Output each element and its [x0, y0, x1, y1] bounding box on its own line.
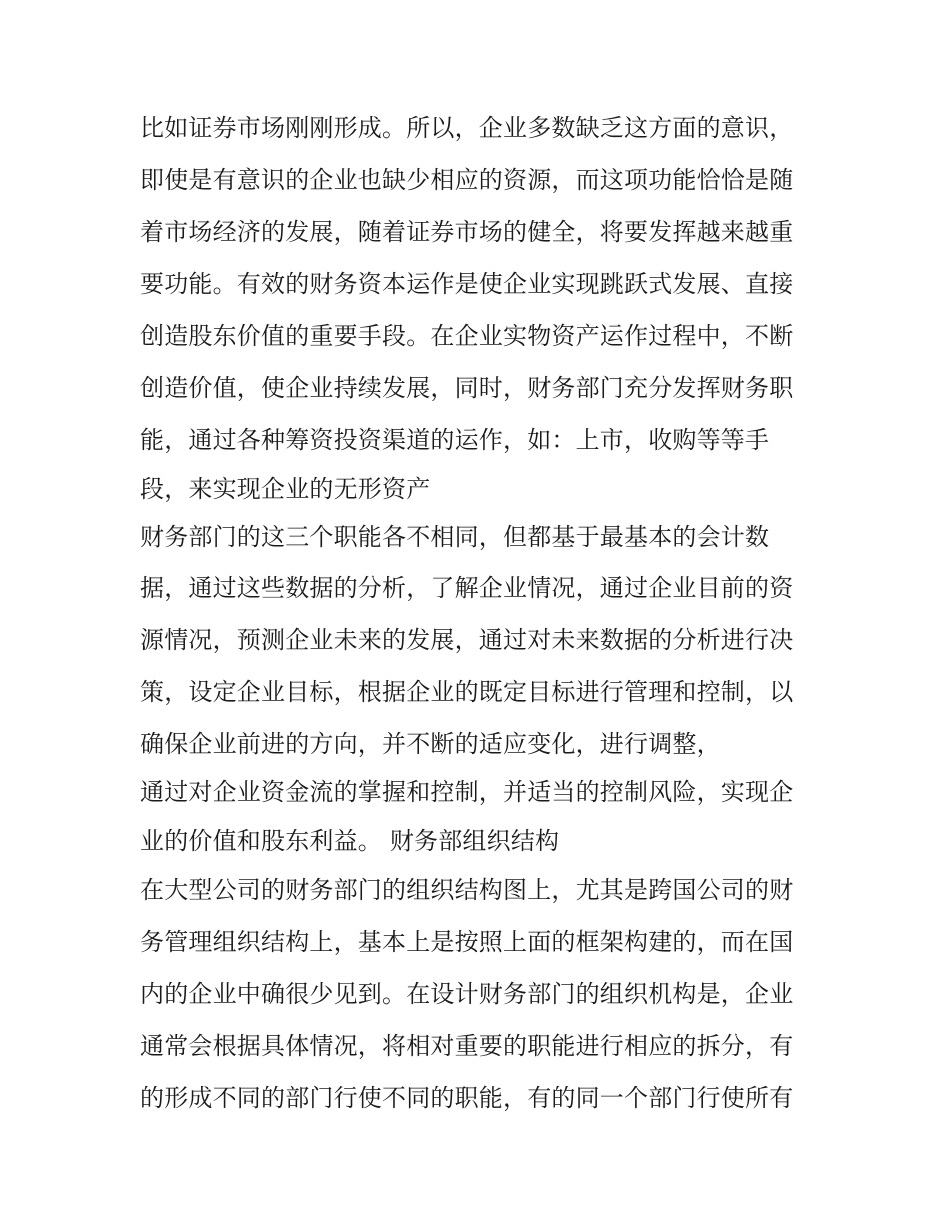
text-line: 的形成不同的部门行使不同的职能，有的同一个部门行使所有: [140, 1084, 794, 1112]
text-line: 创造股东价值的重要手段。在企业实物资产运作过程中，不断: [140, 322, 794, 350]
text-line: 着市场经济的发展，随着证券市场的健全，将要发挥越来越重: [140, 218, 794, 246]
text-line: 源情况，预测企业未来的发展，通过对未来数据的分析进行决: [140, 626, 794, 654]
text-line: 策，设定企业目标，根据企业的既定目标进行管理和控制，以: [140, 678, 794, 706]
text-line: 段，来实现企业的无形资产: [140, 475, 431, 503]
text-line: 财务部门的这三个职能各不相同，但都基于最基本的会计数: [140, 523, 770, 551]
text-line: 比如证券市场刚刚形成。所以，企业多数缺乏这方面的意识，: [140, 114, 794, 142]
text-line: 创造价值，使企业持续发展，同时，财务部门充分发挥财务职: [140, 374, 794, 402]
text-line: 即使是有意识的企业也缺少相应的资源，而这项功能恰恰是随: [140, 166, 794, 194]
text-line: 能，通过各种筹资投资渠道的运作，如：上市，收购等等手: [140, 426, 770, 454]
text-line: 通常会根据具体情况，将相对重要的职能进行相应的拆分，有: [140, 1032, 794, 1060]
text-line: 内的企业中确很少见到。在设计财务部门的组织机构是，企业: [140, 980, 794, 1008]
text-line: 业的价值和股东利益。 财务部组织结构: [140, 827, 560, 855]
text-line: 在大型公司的财务部门的组织结构图上，尤其是跨国公司的财: [140, 876, 794, 904]
text-line: 通过对企业资金流的掌握和控制，并适当的控制风险，实现企: [140, 778, 794, 806]
text-line: 确保企业前进的方向，并不断的适应变化，进行调整，: [140, 730, 721, 758]
text-line: 据，通过这些数据的分析，了解企业情况，通过企业目前的资: [140, 574, 794, 602]
text-line: 要功能。有效的财务资本运作是使企业实现跳跃式发展、直接: [140, 270, 794, 298]
text-line: 务管理组织结构上，基本上是按照上面的框架构建的，而在国: [140, 928, 794, 956]
